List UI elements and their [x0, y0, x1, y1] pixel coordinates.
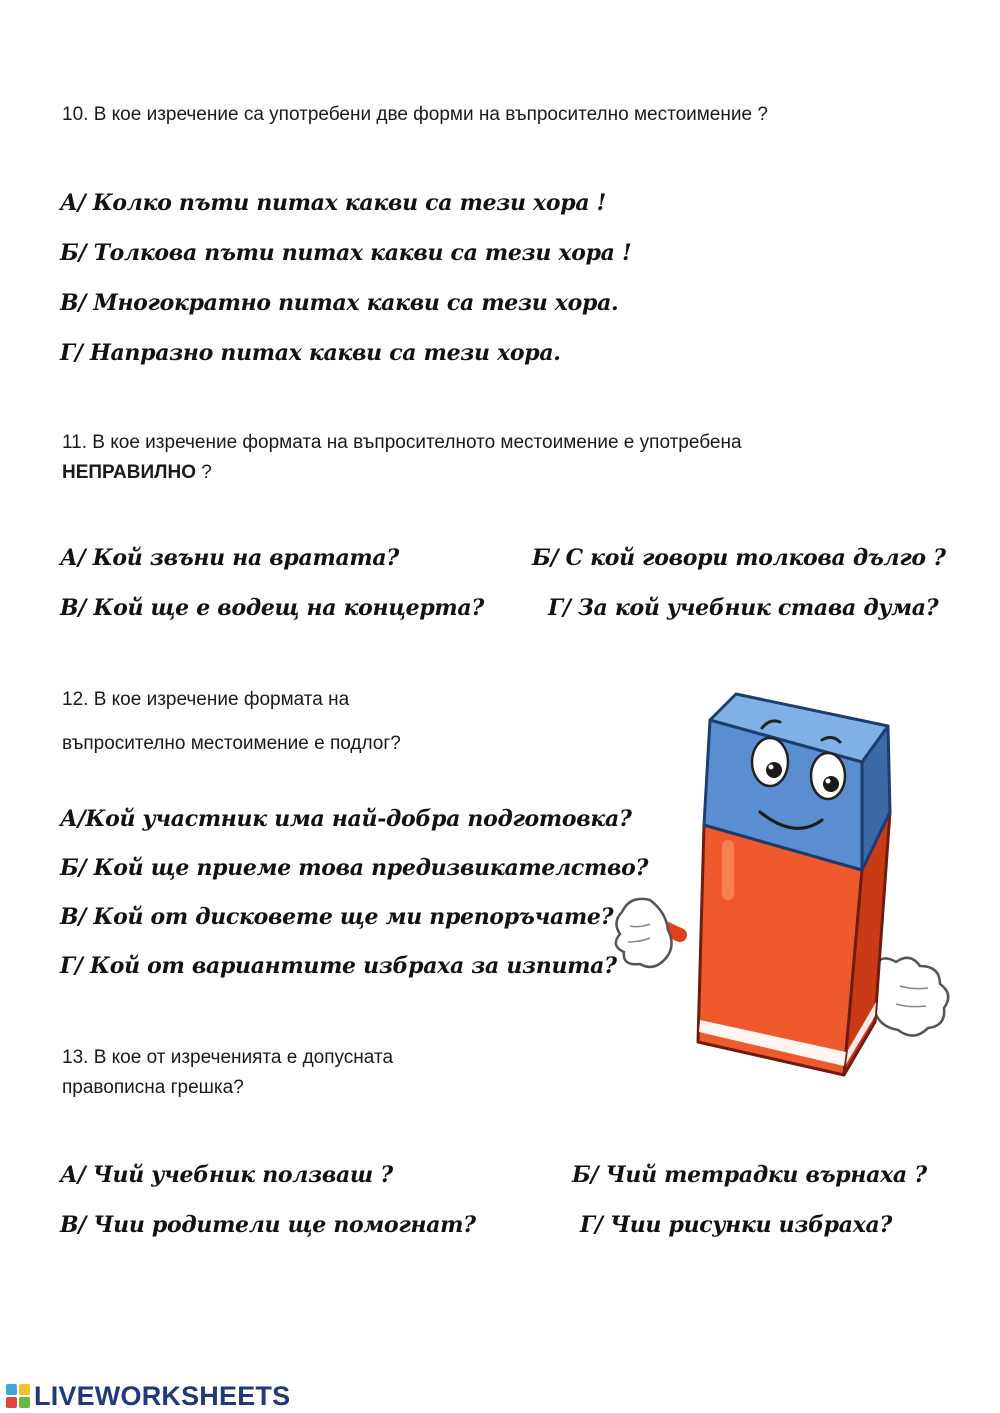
question-12-text — [62, 685, 401, 759]
question-11-emphasis: НЕПРАВИЛНО — [62, 462, 196, 483]
q13-option-b[interactable]: Б/ Чий тетрадки върнаха ? — [572, 1162, 927, 1188]
question-13-line2: правописна грешка? — [62, 1077, 244, 1098]
q11-option-a[interactable]: А/ Кой звъни на вратата? — [60, 545, 399, 571]
question-11-tail: ? — [195, 462, 212, 483]
q10-option-a[interactable]: А/ Колко пъти питах какви са тези хора ! — [60, 190, 607, 216]
q10-option-c[interactable]: В/ Многократно питах какви са тези хора. — [60, 290, 619, 316]
q11-option-b[interactable]: Б/ С кой говори толкова дълго ? — [532, 545, 946, 571]
q11-option-c[interactable]: В/ Кой ще е водещ на концерта? — [60, 595, 484, 621]
brand-name[interactable]: LIVEWORKSHEETS — [34, 1380, 291, 1411]
eraser-mascot-icon — [610, 690, 960, 1110]
q13-option-c[interactable]: В/ Чии родители ще помогнат? — [60, 1212, 476, 1238]
q12-option-c[interactable]: В/ Кой от дисковете ще ми препоръчате? — [60, 904, 614, 930]
q11-option-d[interactable]: Г/ За кой учебник става дума? — [548, 595, 939, 621]
q12-option-a[interactable]: А/Кой участник има най-добра подготовка? — [60, 806, 632, 832]
q10-option-b[interactable]: Б/ Толкова пъти питах какви са тези хора ! — [60, 240, 632, 266]
question-13-line1: 13. В кое от изреченията е допусната — [62, 1047, 394, 1068]
question-12-line2: въпросително местоимение е подлог? — [62, 733, 401, 754]
question-11-text — [62, 428, 742, 488]
footer — [6, 1380, 290, 1412]
liveworksheets-logo-icon[interactable] — [6, 1384, 30, 1408]
left-glove — [616, 899, 672, 967]
question-13-text — [62, 1043, 393, 1103]
question-11-line1: 11. В кое изречение формата на въпросителното местоимение е употребена — [62, 432, 742, 453]
question-12-line1: 12. В кое изречение формата на — [62, 689, 350, 710]
question-11-line2 — [62, 458, 742, 488]
q10-option-d[interactable]: Г/ Напразно питах какви са тези хора. — [60, 340, 561, 366]
question-10-text: 10. В кое изречение са употребени две форми на въпросително местоимение ? — [62, 104, 768, 125]
q13-option-a[interactable]: А/ Чий учебник ползваш ? — [60, 1162, 393, 1188]
q12-option-d[interactable]: Г/ Кой от вариантите избраха за изпита? — [60, 953, 617, 979]
q13-option-d[interactable]: Г/ Чии рисунки избраха? — [580, 1212, 893, 1238]
q12-option-b[interactable]: Б/ Кой ще приеме това предизвикателство? — [60, 855, 649, 881]
